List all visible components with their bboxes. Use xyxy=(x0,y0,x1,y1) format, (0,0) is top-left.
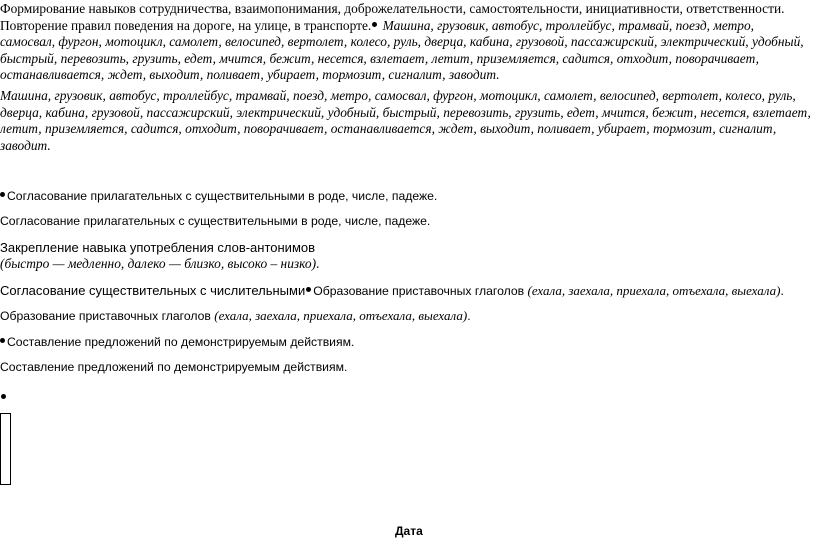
antonyms-examples: (быстро — медленно, далеко — близко, высоко – низко) xyxy=(0,256,317,271)
bullet-icon xyxy=(0,192,5,197)
goals-block xyxy=(0,1,804,84)
vocabulary-line-1: Машина, грузовик, автобус, троллейбус, трамвай, поезд, метро, самосвал, фургон, мотоцикл, самолет, велосипед, вертолет, колесо, руль, xyxy=(0,88,796,103)
date-label: Дата xyxy=(395,524,423,538)
vocabulary-line-4: заводит. xyxy=(0,137,51,153)
goals-line-1: Формирование навыков сотрудничества, взаимопонимания, доброжелательности, самостоятельности, инициативности, ответственности. xyxy=(0,1,785,16)
bullet-icon xyxy=(372,22,377,27)
vocabulary-block xyxy=(0,88,811,154)
goals-words-1: Машина, грузовик, автобус, троллейбус, трамвай, поезд, метро, xyxy=(382,17,755,33)
bullet-icon xyxy=(1,394,6,399)
bullet-icon xyxy=(0,338,5,343)
goals-words-4: останавливается, ждет, выходит, поливает, убирает, тормозит, сигналит, заводит. xyxy=(0,67,500,82)
frame-box xyxy=(0,413,11,485)
prefix-verbs-examples: (ехала, заехала, приехала, отъехала, выехала) xyxy=(214,308,468,323)
prefix-verbs-period: . xyxy=(467,309,471,323)
numerals-examples: (ехала, заехала, приехала, отъехала, выехала) xyxy=(527,283,781,298)
antonyms-examples-line xyxy=(0,256,319,272)
vocabulary-line-2: дверца, кабина, грузовой, пассажирский, электрический, удобный, быстрый, перевозить, грузить, едет, мчится, бежит, несется, взлетает, xyxy=(0,104,811,120)
numerals-period: . xyxy=(780,283,785,298)
bullet-icon xyxy=(306,287,311,292)
antonyms-title: Закрепление навыка употребления слов-антонимов xyxy=(0,240,316,255)
sentences-line: Составление предложений по демонстрируемым действиям. xyxy=(0,360,348,374)
goals-words-2: самосвал, фургон, мотоцикл, самолет, велосипед, вертолет, колесо, руль, дверца, кабина, грузовой, пассажирский, электрический, удобный, xyxy=(0,34,804,49)
sentences-bullet-line xyxy=(0,334,354,350)
goals-words-3: быстрый, перевозить, грузить, едет, мчится, бежит, несется, взлетает, летит, приземляется, садится, отходит, поворачивает, xyxy=(0,50,759,66)
vocabulary-line-3: летит, приземляется, садится, отходит, поворачивает, останавливается, ждет, выходит, поливает, убирает, тормозит, сигналит, xyxy=(0,121,777,136)
goals-line-2 xyxy=(0,18,804,35)
adjectives-line: Согласование прилагательных с существительными в роде, числе, падеже. xyxy=(0,214,431,228)
numerals-prefix-title: Образование приставочных глаголов xyxy=(313,284,528,298)
adjectives-bullet-line xyxy=(0,188,437,204)
adjectives-bullet-text: Согласование прилагательных с существительными в роде, числе, падеже. xyxy=(7,189,438,203)
sentences-bullet-text: Составление предложений по демонстрируемым действиям. xyxy=(7,335,355,349)
numerals-title: Согласование существительных с числительными xyxy=(0,283,306,298)
antonyms-period: . xyxy=(316,256,320,271)
prefix-verbs-line xyxy=(0,308,471,324)
road-rules-text: Повторение правил поведения на дороге, на улице, в транспорте. xyxy=(0,17,372,33)
prefix-verbs-title: Образование приставочных глаголов xyxy=(0,309,215,323)
empty-bullet-line xyxy=(1,389,6,407)
numerals-line xyxy=(0,283,784,299)
